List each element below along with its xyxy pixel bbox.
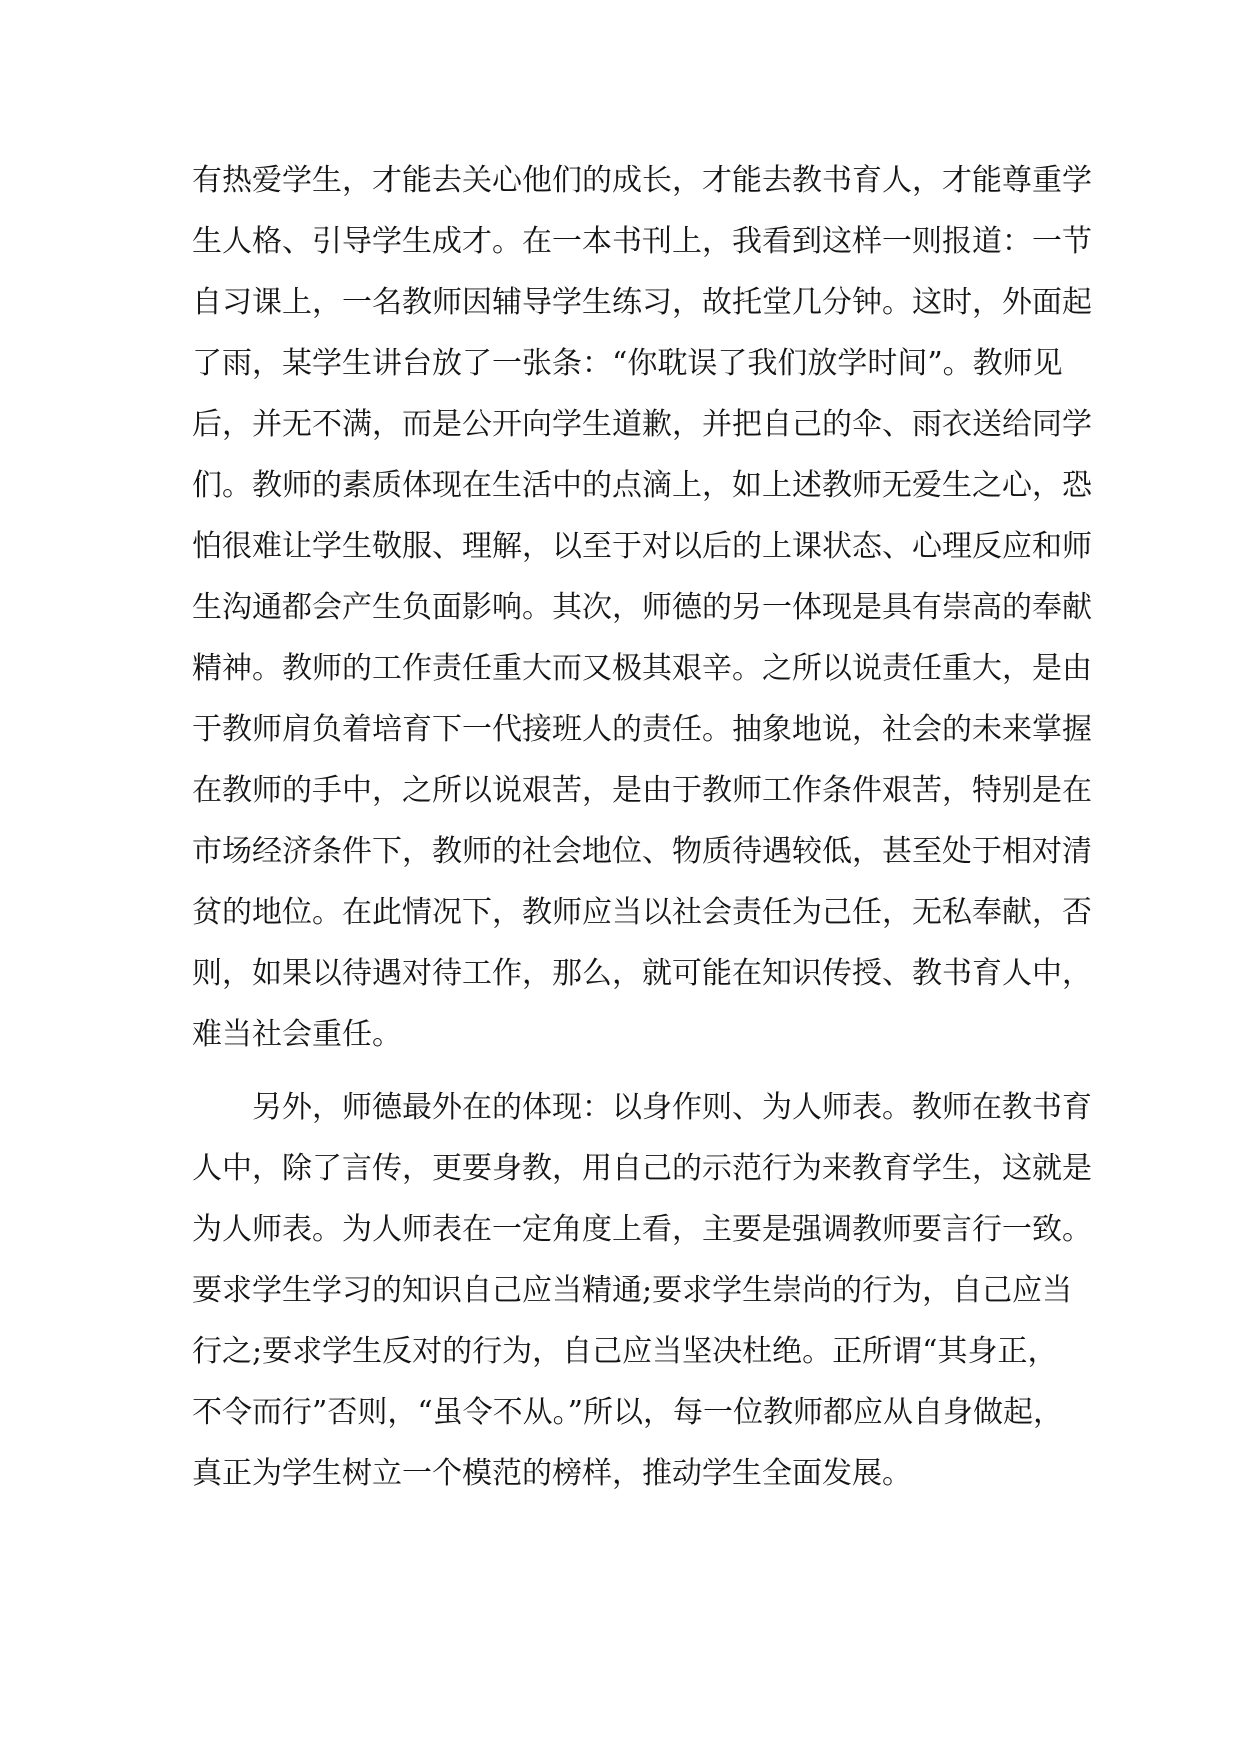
- text-line: 为人师表。为人师表在一定角度上看，主要是强调教师要言行一致。: [192, 1212, 1092, 1247]
- text-line: 后，并无不满，而是公开向学生道歉，并把自己的伞、雨衣送给同学: [192, 407, 1092, 442]
- paragraph-1: [192, 150, 1092, 1065]
- document-body: [192, 150, 1092, 1504]
- text-line: 生人格、引导学生成才。在一本书刊上，我看到这样一则报道：一节: [192, 224, 1092, 259]
- text-line: 贫的地位。在此情况下，教师应当以社会责任为己任，无私奉献，否: [192, 895, 1092, 930]
- text-line: 人中，除了言传，更要身教，用自己的示范行为来教育学生，这就是: [192, 1151, 1092, 1186]
- text-line: 不令而行”否则，“虽令不从。”所以，每一位教师都应从自身做起，: [192, 1395, 1064, 1430]
- text-line: 于教师肩负着培育下一代接班人的责任。抽象地说，社会的未来掌握: [192, 712, 1092, 747]
- text-line: 有热爱学生，才能去关心他们的成长，才能去教书育人，才能尊重学: [192, 163, 1092, 198]
- text-line: 则，如果以待遇对待工作，那么，就可能在知识传授、教书育人中，: [192, 956, 1092, 991]
- text-line: 真正为学生树立一个模范的榜样，推动学生全面发展。: [192, 1456, 912, 1491]
- text-line: 精神。教师的工作责任重大而又极其艰辛。之所以说责任重大，是由: [192, 651, 1092, 686]
- text-line: 了雨，某学生讲台放了一张条：“你耽误了我们放学时间”。教师见: [192, 346, 1063, 381]
- text-line: 自习课上，一名教师因辅导学生练习，故托堂几分钟。这时，外面起: [192, 285, 1092, 320]
- text-line: 在教师的手中，之所以说艰苦，是由于教师工作条件艰苦，特别是在: [192, 773, 1092, 808]
- text-line: 难当社会重任。: [192, 1017, 402, 1052]
- paragraph-spacing: [192, 1065, 1072, 1077]
- text-line: 另外，师德最外在的体现：以身作则、为人师表。教师在教书育: [192, 1090, 1092, 1125]
- paragraph-2: [192, 1077, 1092, 1504]
- text-line: 行之;要求学生反对的行为，自己应当坚决杜绝。正所谓“其身正，: [192, 1334, 1058, 1369]
- text-line: 怕很难让学生敬服、理解，以至于对以后的上课状态、心理反应和师: [192, 529, 1092, 564]
- text-line: 要求学生学习的知识自己应当精通;要求学生崇尚的行为，自己应当: [192, 1273, 1073, 1308]
- text-line: 市场经济条件下，教师的社会地位、物质待遇较低，甚至处于相对清: [192, 834, 1092, 869]
- text-line: 生沟通都会产生负面影响。其次，师德的另一体现是具有崇高的奉献: [192, 590, 1092, 625]
- text-line: 们。教师的素质体现在生活中的点滴上，如上述教师无爱生之心，恐: [192, 468, 1092, 503]
